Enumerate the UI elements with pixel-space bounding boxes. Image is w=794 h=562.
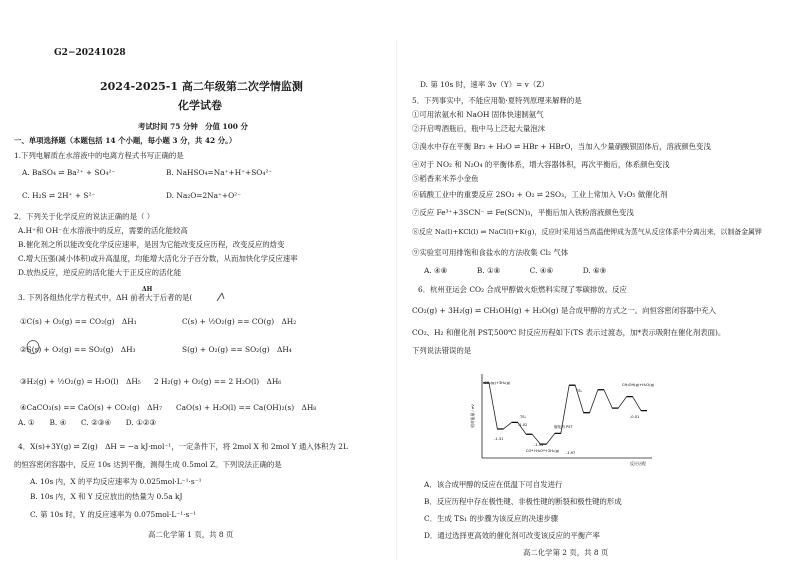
label-e-154: -1.54 [534, 443, 544, 447]
label-catalyst: 催化剂 PST [554, 425, 573, 429]
q3-eq-4a: ④CaCO₃(s) == CaO(s) + CO₂(g) ΔH₇ [20, 403, 162, 412]
q4-option-a: A. 10s 内，X 的平均反应速率为 0.025mol·L⁻¹·s⁻¹ [30, 477, 202, 486]
q3-eq-4b: CaO(s) + H₂O(l) == Ca(OH)₂(s) ΔH₈ [176, 403, 317, 412]
q1-stem: 1.下列电解质在水溶液中的电离方程式书写正确的是 [14, 151, 184, 160]
q4-stem: 4．X(s)+3Y(g) ⇌ Z(g) ΔH = −a kJ·mol⁻¹，一定条件下，将 2mol X 和 2mol Y 通入体积为 2L [18, 442, 348, 451]
q3-eq-2a: ②S(s) + O₂(g) == SO₂(g) ΔH₃ [20, 345, 136, 354]
q4-option-d: D. 第 10s 时，速率 3v（Y）= v（Z） [420, 80, 549, 89]
label-adsorbed: CO*+H₂O*+2H₂(g) [526, 449, 560, 453]
energy-curve [483, 383, 647, 444]
q4-option-c: C. 第 10s 时，Y 的反应速率为 0.075mol·L⁻¹·s⁻¹ [30, 510, 197, 519]
label-e-102: -1.02 [518, 423, 528, 427]
q6-stem: 6．杭州亚运会 CO₂ 合成甲醇做火炬燃料实现了零碳排放。反应 [418, 285, 627, 294]
label-ts2: TS₂ [576, 389, 582, 393]
label-reactants: CO₂(g)+3H₂(g) [484, 381, 511, 385]
q5-item-5: ⑤稻香来米养小金鱼 [412, 174, 479, 183]
q6-option-a: A．该合成甲醇的反应在低温下可自发进行 [424, 480, 563, 489]
q1-option-d: D. Na₂O=2Na⁺+O²⁻ [166, 191, 242, 200]
q5-item-9: ⑨实验室可用排饱和食盐水的方法收集 Cl₂ 气体 [412, 248, 569, 257]
q1-option-c: C. H₂S ⇌ 2H⁺ + S²⁻ [22, 191, 96, 200]
q5-options: A. ④⑧ B. ①⑧ C. ④⑥ D. ⑥⑨ [424, 266, 607, 275]
label-e-131: -1.31 [494, 437, 504, 441]
q2-option-d: D.放热反应，逆反应的活化能大于正反应的活化能 [18, 268, 182, 277]
q5-stem: 5．下列事实中，不能应用勒·夏特列原理来解释的是 [412, 96, 582, 105]
q5-item-3: ③溴水中存在平衡 Br₂ + H₂O ⇌ HBr + HBrO，当加入少量硝酸银固体后，溶液颜色变浅 [412, 142, 711, 151]
y-axis-label: 相对能量 / eV [470, 404, 475, 428]
label-products: CH₃OH(g)+H₂O(g) [622, 383, 655, 387]
q3-dh-mark: ΔH [142, 286, 153, 293]
q1-option-a: A. BaSO₄ ⇌ Ba²⁺ + SO₄²⁻ [22, 168, 116, 177]
paper-title: 2024-2025-1 高二年级第二次学情监测 [100, 80, 303, 93]
q5-item-4: ④对于 NO₂ 和 N₂O₄ 的平衡体系，增大容器体积，再次平衡后，体系颜色变浅 [412, 160, 670, 169]
q2-option-b: B.催化剂之所以能改变化学反应速率，是因为它能改变反应历程，改变反应的焓变 [18, 240, 285, 249]
label-ts1: TS₁ [520, 415, 526, 419]
q5-item-6: ⑥硫酸工业中的重要反应 2SO₂ + O₂ ⇌ 2SO₃，工业上常加入 V₂O₅ 做催化剂 [412, 190, 668, 199]
q6-option-b: B．反应历程中存在极性键、非极性键的断裂和极性键的形成 [424, 497, 622, 506]
q3-eq-2b: S(g) + O₂(g) == SO₂(g) ΔH₄ [182, 345, 292, 354]
label-e-197: -1.97 [566, 451, 576, 455]
q3-options: A. ① B. ④ C. ②③④ D. ①②③ [18, 418, 156, 427]
q6-option-c: C．生成 TS₁ 的步骤为该反应的决速步骤 [424, 514, 559, 523]
page-divider [396, 40, 397, 560]
q3-eq-3b: 2 H₂(g) + O₂(g) == 2 H₂O(l) ΔH₆ [154, 377, 282, 386]
q5-item-2: ②开启啤酒瓶后，瓶中马上泛起大量泡沫 [412, 124, 546, 133]
pencil-circle-icon [25, 339, 41, 355]
x-axis-label: 反应历程 [630, 461, 646, 466]
q2-option-c: C.增大压强(减小体积)或升高温度，均能增大活化分子百分数，从而加快化学反应速率 [18, 254, 298, 263]
q6-question: 下列说法错误的是 [412, 346, 472, 355]
q3-stem: 3. 下列各组热化学方程式中，ΔH 前者大于后者的是( [18, 293, 193, 302]
q2-option-a: A.H⁺和 OH⁻在水溶液中的反应，需要的活化能较高 [18, 226, 188, 235]
q4-option-b: B. 10s 内，X 和 Y 反应放出的热量为 0.5a kJ [30, 492, 183, 501]
footer-right: 高二化学第 2 页，共 8 页 [523, 548, 609, 557]
label-e-051: -0.51 [630, 415, 640, 419]
q5-item-7: ⑦反应 Fe³⁺+3SCN⁻ ⇌ Fe(SCN)₃，平衡后加入铁粉溶液颜色变浅 [412, 208, 634, 217]
energy-profile-chart [468, 370, 656, 468]
q6-equation: CO₂(g) + 3H₂(g) ⇌ CH₃OH(g) + H₂O(g) 是合成甲醇的方式之一。向恒容密闭容器中充入 [412, 306, 717, 315]
footer-left: 高二化学第 1 页，共 8 页 [148, 530, 234, 539]
q5-item-1: ①可用浓氨水和 NaOH 固体快速制氨气 [412, 110, 544, 119]
exam-info: 考试时间 75 分钟 分值 100 分 [138, 122, 248, 131]
q6-conditions: CO₂、H₂ 和催化剂 PST,500℃ 时反应历程如下(TS 表示过渡态，加*表示吸附在催化剂表面)。 [412, 328, 726, 337]
paper-subtitle: 化学试卷 [178, 99, 222, 112]
q3-eq-1a: ①C(s) + O₂(g) == CO₂(g) ΔH₁ [20, 317, 137, 326]
q1-option-b: B. NaHSO₄=Na⁺+H⁺+SO₄²⁻ [166, 168, 273, 177]
paper-code: G2−20241028 [54, 48, 126, 58]
q4-stem-2: 的恒容密闭容器中，反应 10s 达到平衡，测得生成 0.5mol Z。下列说法正确的是 [14, 460, 282, 469]
q6-option-d: D．通过选择更高效的催化剂可改变该反应的平衡产率 [424, 531, 600, 540]
section-heading: 一、单项选择题（本题包括 14 个小题，每小题 3 分，共 42 分。） [14, 136, 237, 145]
pencil-mark-icon [214, 290, 228, 304]
q3-eq-3a: ③H₂(g) + ½O₂(g) = H₂O(l) ΔH₅ [20, 377, 141, 386]
q3-eq-1b: C(s) + ½O₂(g) == CO(g) ΔH₂ [182, 317, 297, 326]
q5-item-8: ⑧反应 Na(l)+KCl(l) ⇌ NaCl(l)+K(g)，反应时采用适当高温使钾成为蒸气从反应体系中分离出来，以制备金属钾 [412, 228, 762, 236]
q2-stem: 2．下列关于化学反应的说法正确的是（ ） [14, 212, 155, 221]
